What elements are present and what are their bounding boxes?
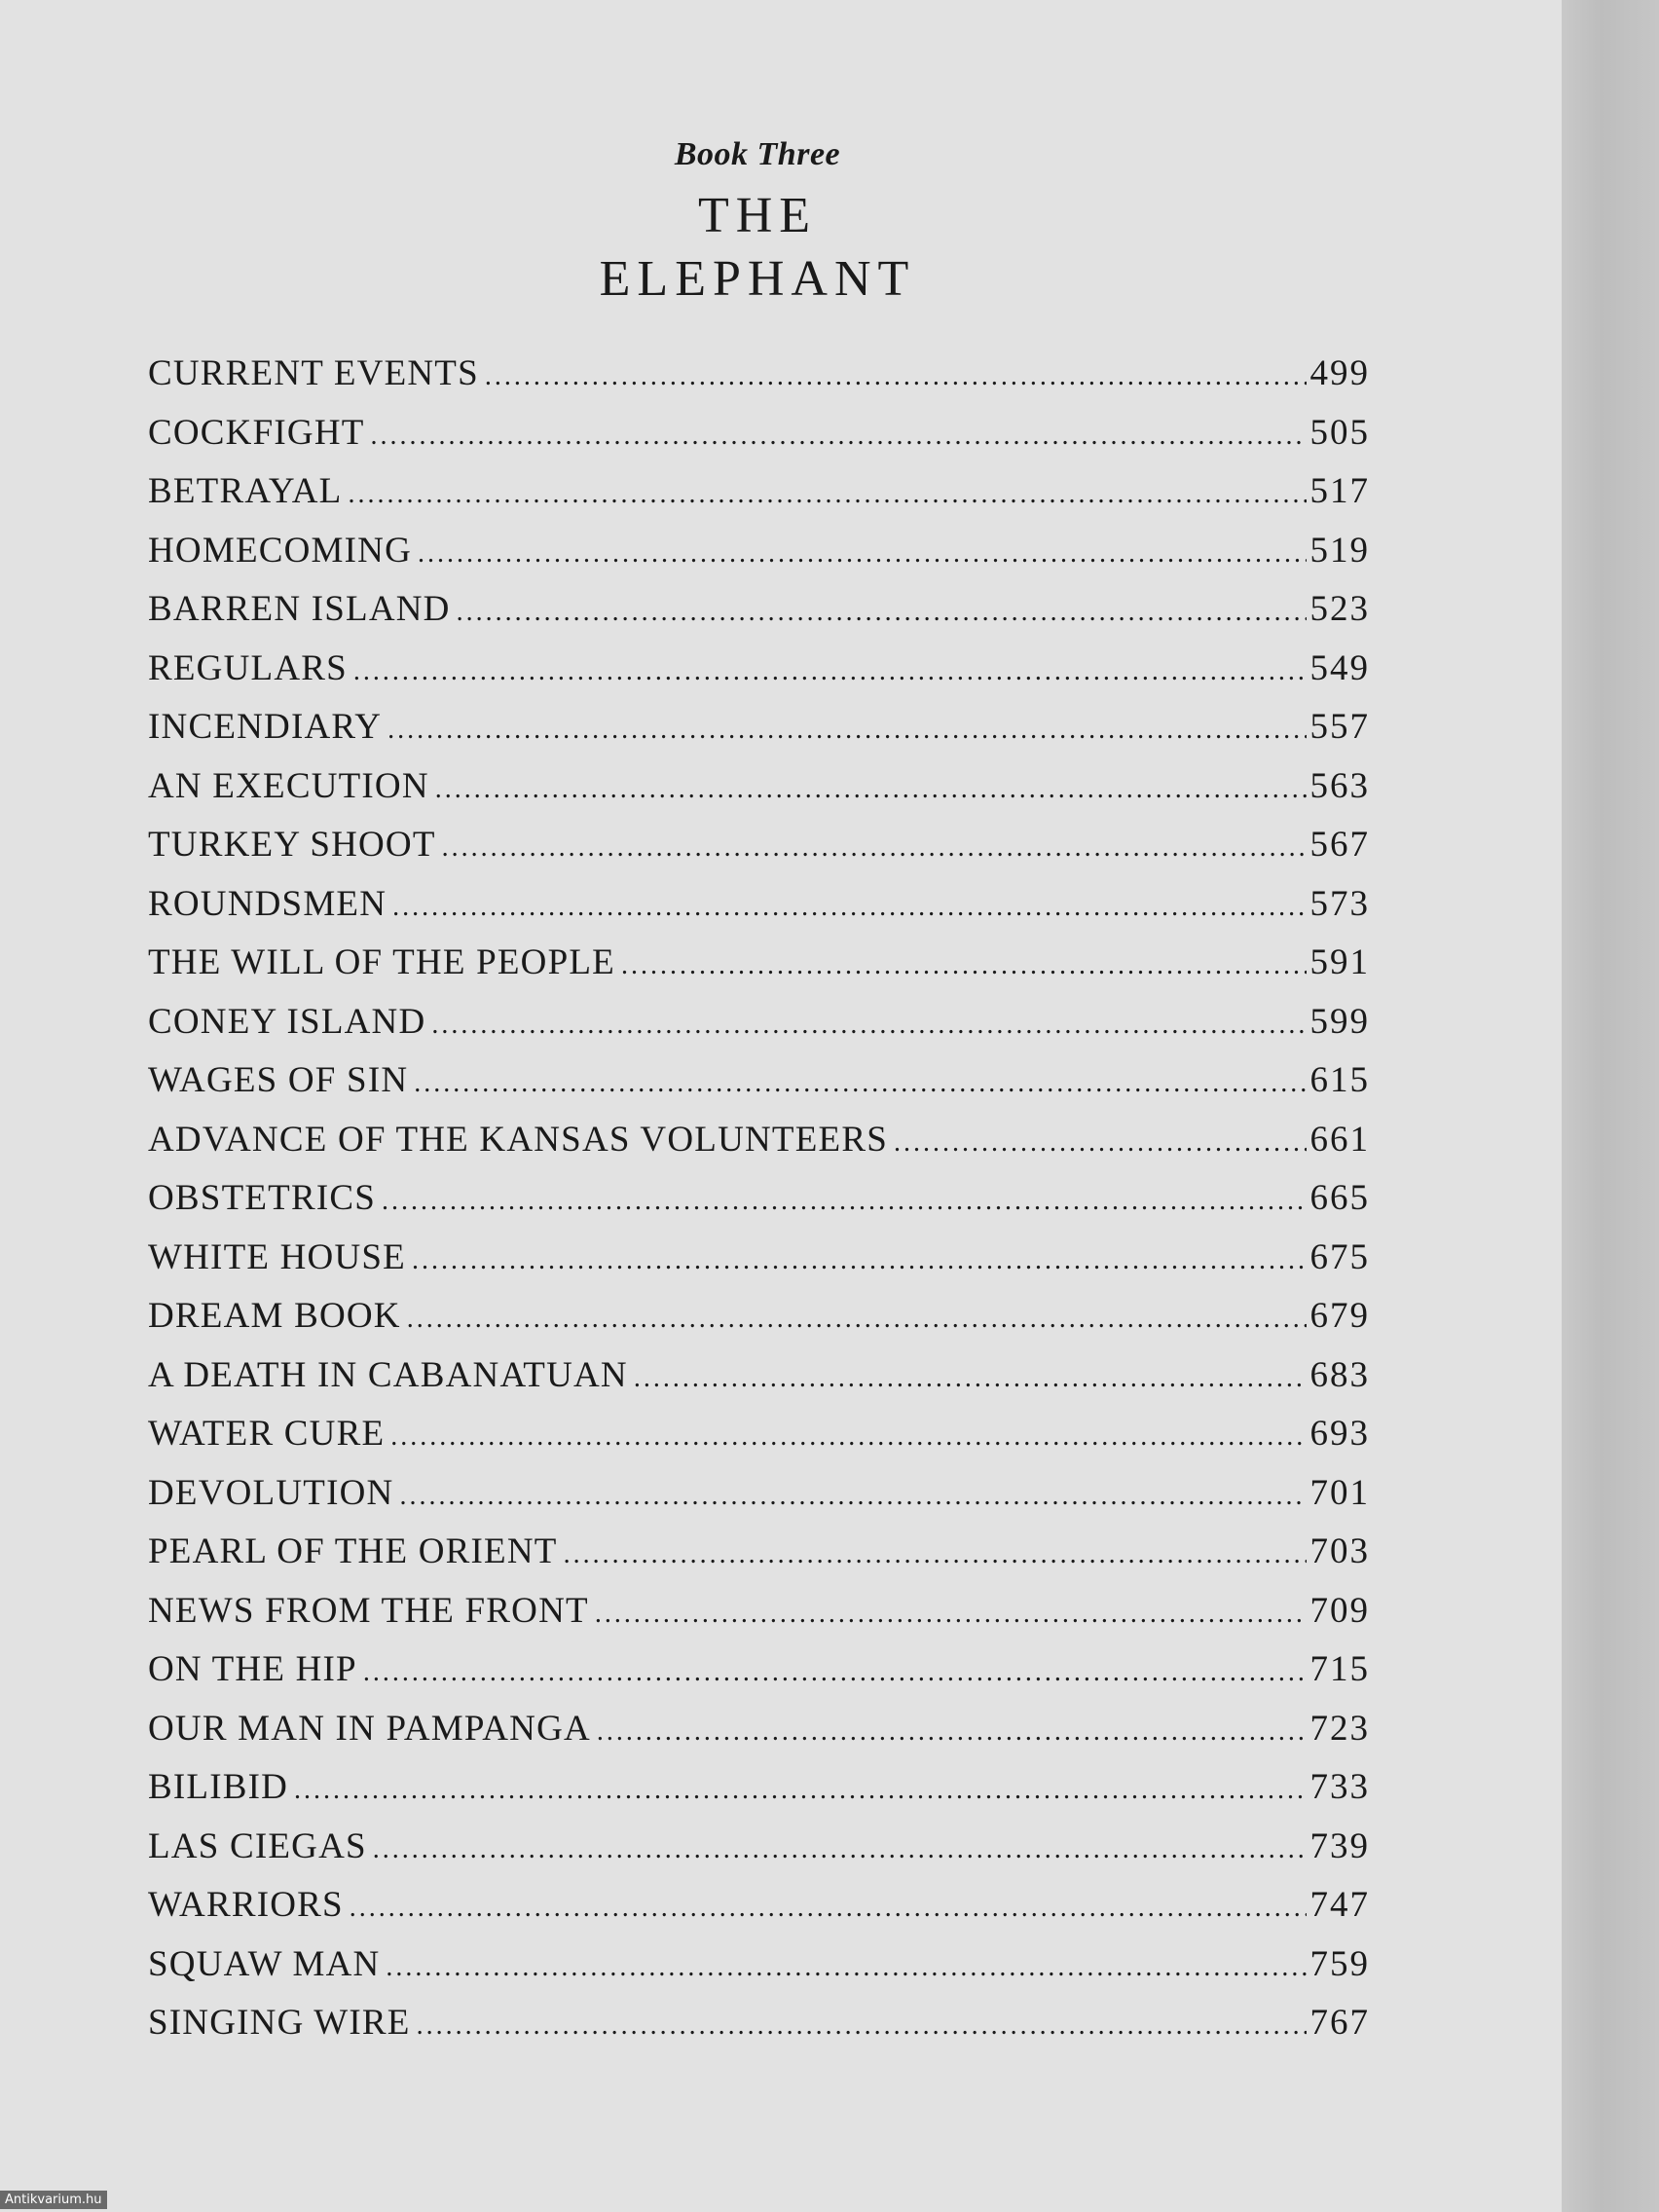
toc-dot-leader <box>417 2010 1307 2042</box>
toc-entry-page-number: 661 <box>1309 1119 1370 1160</box>
toc-entry <box>148 1530 1370 1590</box>
toc-entry-page-number: 709 <box>1309 1590 1370 1631</box>
toc-entry-page-number: 557 <box>1309 707 1370 747</box>
toc-entry-page-number: 693 <box>1309 1414 1370 1454</box>
toc-entry-title: CURRENT EVENTS <box>148 353 479 393</box>
toc-dot-leader <box>435 774 1307 805</box>
toc-dot-leader <box>350 1893 1307 1924</box>
toc-entry-title: DREAM BOOK <box>148 1296 401 1336</box>
toc-dot-leader <box>353 656 1307 687</box>
toc-entry-page-number: 715 <box>1309 1649 1370 1689</box>
toc-entry <box>148 530 1370 589</box>
toc-entry <box>148 1413 1370 1472</box>
toc-dot-leader <box>418 538 1307 570</box>
toc-entry-page-number: 759 <box>1309 1943 1370 1984</box>
toc-entry-page-number: 675 <box>1309 1236 1370 1277</box>
toc-entry-title: COCKFIGHT <box>148 412 365 453</box>
toc-entry-title: THE WILL OF THE PEOPLE <box>148 942 615 982</box>
toc-entry <box>148 1648 1370 1708</box>
toc-entry-title: DEVOLUTION <box>148 1472 394 1513</box>
toc-entry-page-number: 723 <box>1309 1708 1370 1749</box>
toc-entry <box>148 1177 1370 1236</box>
toc-dot-leader <box>634 1363 1307 1394</box>
toc-entry <box>148 1825 1370 1885</box>
toc-entry-page-number: 567 <box>1309 825 1370 865</box>
toc-entry-title: CONEY ISLAND <box>148 1001 426 1042</box>
toc-entry-title: SINGING WIRE <box>148 2003 411 2043</box>
toc-dot-leader <box>407 1304 1307 1335</box>
toc-entry <box>148 647 1370 707</box>
toc-dot-leader <box>373 1834 1307 1865</box>
toc-entry-title: LAS CIEGAS <box>148 1825 367 1866</box>
toc-entry-page-number: 665 <box>1309 1178 1370 1218</box>
toc-dot-leader <box>414 1068 1306 1099</box>
toc-dot-leader <box>431 1010 1306 1041</box>
toc-dot-leader <box>399 1481 1306 1512</box>
toc-entry-title: ON THE HIP <box>148 1649 357 1689</box>
toc-dot-leader <box>621 950 1307 981</box>
toc-entry <box>148 941 1370 1001</box>
toc-entry-title: WARRIORS <box>148 1885 344 1925</box>
toc-entry-title: ADVANCE OF THE KANSAS VOLUNTEERS <box>148 1119 888 1160</box>
toc-entry-title: TURKEY SHOOT <box>148 825 436 865</box>
toc-entry <box>148 1884 1370 1943</box>
toc-entry-page-number: 517 <box>1309 471 1370 511</box>
toc-entry <box>148 1943 1370 2003</box>
toc-entry <box>148 824 1370 883</box>
toc-dot-leader <box>894 1127 1307 1159</box>
toc-entry-title: OUR MAN IN PAMPANGA <box>148 1708 591 1749</box>
toc-entry-page-number: 499 <box>1309 353 1370 393</box>
toc-entry-page-number: 615 <box>1309 1060 1370 1100</box>
toc-entry-page-number: 599 <box>1309 1001 1370 1042</box>
toc-entry-title: ROUNDSMEN <box>148 883 387 924</box>
toc-entry-title: BETRAYAL <box>148 471 343 511</box>
toc-dot-leader <box>442 832 1307 864</box>
toc-dot-leader <box>390 1421 1306 1453</box>
toc-entry-page-number: 505 <box>1309 412 1370 453</box>
toc-entry <box>148 1236 1370 1296</box>
toc-entry-page-number: 523 <box>1309 589 1370 629</box>
toc-entry-title: A DEATH IN CABANATUAN <box>148 1354 628 1395</box>
page-gutter <box>1562 0 1659 2212</box>
toc-entry-title: BARREN ISLAND <box>148 589 451 629</box>
toc-entry <box>148 1001 1370 1060</box>
toc-entry-title: AN EXECUTION <box>148 765 429 806</box>
toc-entry <box>148 1059 1370 1119</box>
book-label: Book Three <box>674 136 841 172</box>
toc-entry-title: HOMECOMING <box>148 530 412 571</box>
toc-entry <box>148 412 1370 471</box>
toc-entry-page-number: 767 <box>1309 2003 1370 2043</box>
toc-dot-leader <box>595 1599 1307 1630</box>
toc-entry-page-number: 739 <box>1309 1825 1370 1866</box>
toc-entry-title: INCENDIARY <box>148 707 383 747</box>
toc-entry <box>148 1590 1370 1649</box>
toc-dot-leader <box>387 715 1306 746</box>
toc-entry-page-number: 683 <box>1309 1354 1370 1395</box>
toc-entry-page-number: 519 <box>1309 530 1370 571</box>
toc-entry <box>148 588 1370 647</box>
toc-dot-leader <box>363 1657 1307 1688</box>
toc-entry <box>148 765 1370 825</box>
toc-dot-leader <box>564 1539 1307 1570</box>
toc-entry <box>148 1354 1370 1414</box>
toc-entry-page-number: 703 <box>1309 1531 1370 1571</box>
toc-entry-title: WAGES OF SIN <box>148 1060 409 1100</box>
toc-entry <box>148 706 1370 765</box>
toc-entry-title: WHITE HOUSE <box>148 1236 406 1277</box>
toc-dot-leader <box>597 1716 1307 1748</box>
toc-entry <box>148 1708 1370 1767</box>
toc-entry-title: SQUAW MAN <box>148 1943 381 1984</box>
toc-entry-title: BILIBID <box>148 1767 289 1807</box>
toc-entry-page-number: 747 <box>1309 1885 1370 1925</box>
toc-entry-page-number: 563 <box>1309 765 1370 806</box>
toc-dot-leader <box>371 421 1307 452</box>
toc-entry-page-number: 701 <box>1309 1472 1370 1513</box>
toc-entry-page-number: 591 <box>1309 942 1370 982</box>
toc-entry-page-number: 573 <box>1309 883 1370 924</box>
toc-entry <box>148 2002 1370 2061</box>
part-title-line-2: ELEPHANT <box>599 251 916 307</box>
toc-entry-page-number: 733 <box>1309 1767 1370 1807</box>
toc-entry-title: REGULARS <box>148 647 348 688</box>
toc-dot-leader <box>412 1245 1307 1276</box>
toc-entry-title: OBSTETRICS <box>148 1178 377 1218</box>
part-title-line-1: THE <box>697 188 818 243</box>
toc-dot-leader <box>457 597 1307 628</box>
toc-entry <box>148 1766 1370 1825</box>
toc-entry <box>148 352 1370 412</box>
toc-entry <box>148 470 1370 530</box>
toc-entry-title: WATER CURE <box>148 1414 386 1454</box>
toc-dot-leader <box>485 361 1307 392</box>
toc-entry <box>148 1295 1370 1354</box>
watermark: Antikvarium.hu <box>0 2191 107 2209</box>
toc-entry <box>148 883 1370 942</box>
toc-dot-leader <box>392 892 1306 923</box>
toc-entry-title: PEARL OF THE ORIENT <box>148 1531 558 1571</box>
toc-dot-leader <box>348 479 1306 510</box>
toc-dot-leader <box>386 1952 1306 1983</box>
toc-entry-page-number: 549 <box>1309 647 1370 688</box>
toc-entry-page-number: 679 <box>1309 1296 1370 1336</box>
toc-dot-leader <box>382 1186 1306 1217</box>
toc-entry <box>148 1119 1370 1178</box>
toc-entry-title: NEWS FROM THE FRONT <box>148 1590 589 1631</box>
toc-entry <box>148 1472 1370 1531</box>
table-of-contents <box>148 352 1370 2061</box>
toc-dot-leader <box>294 1775 1306 1806</box>
